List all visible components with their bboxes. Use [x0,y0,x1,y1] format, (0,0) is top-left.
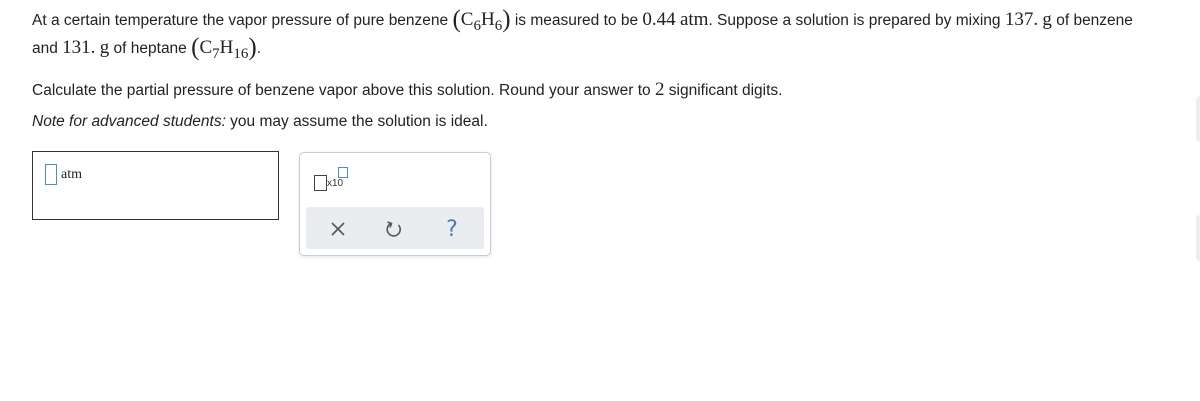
benzene-mass-unit: g [1042,9,1052,30]
exponent-box-icon [338,167,348,178]
answer-unit-label: atm [61,167,82,182]
question-line-2 [32,34,261,62]
right-edge-tab [1196,96,1200,142]
sig-figs-value: 2 [654,79,665,100]
instruction-text: significant digits. [664,82,783,99]
question-text: is measured to be [510,12,643,29]
vapor-pressure-unit: atm [679,9,709,30]
question-text: of heptane [109,40,192,57]
help-button[interactable] [438,215,466,243]
question-text: . Suppose a solution is prepared by mixing [708,12,1005,29]
heptane-mass-value: 131. [62,37,96,58]
note-line [32,113,488,131]
heptane-mass-unit: g [99,37,110,58]
scientific-notation-button[interactable] [314,165,354,195]
undo-icon [385,220,403,238]
answer-input-area[interactable] [32,151,279,220]
instruction-line [32,79,782,101]
tool-action-bar [306,207,484,249]
note-label: Note for advanced students: [32,113,226,130]
answer-input-field[interactable] [45,164,57,185]
vapor-pressure-value: 0.44 [642,9,676,30]
question-text: At a certain temperature the vapor pressure of pure benzene [32,12,453,29]
note-text: you may assume the solution is ideal. [225,113,488,130]
close-icon [331,222,345,236]
help-icon: ? [446,216,458,242]
benzene-formula: $(C_6H_6)$ [452,6,511,34]
right-edge-tab [1196,215,1200,261]
undo-button[interactable] [380,215,408,243]
benzene-mass-value: 137. [1004,9,1039,30]
math-tool-panel [299,152,491,256]
question-text: of benzene [1051,12,1133,29]
heptane-formula: $(C_7H_{16})$ [191,34,257,62]
mantissa-box-icon [314,175,327,191]
question-text: . [256,40,261,57]
question-text: and [32,40,63,57]
question-line-1 [32,6,1133,34]
x10-label: x10 [327,178,344,189]
clear-button[interactable] [324,215,352,243]
instruction-text: Calculate the partial pressure of benzene vapor above this solution. Round your answer to [32,82,655,99]
